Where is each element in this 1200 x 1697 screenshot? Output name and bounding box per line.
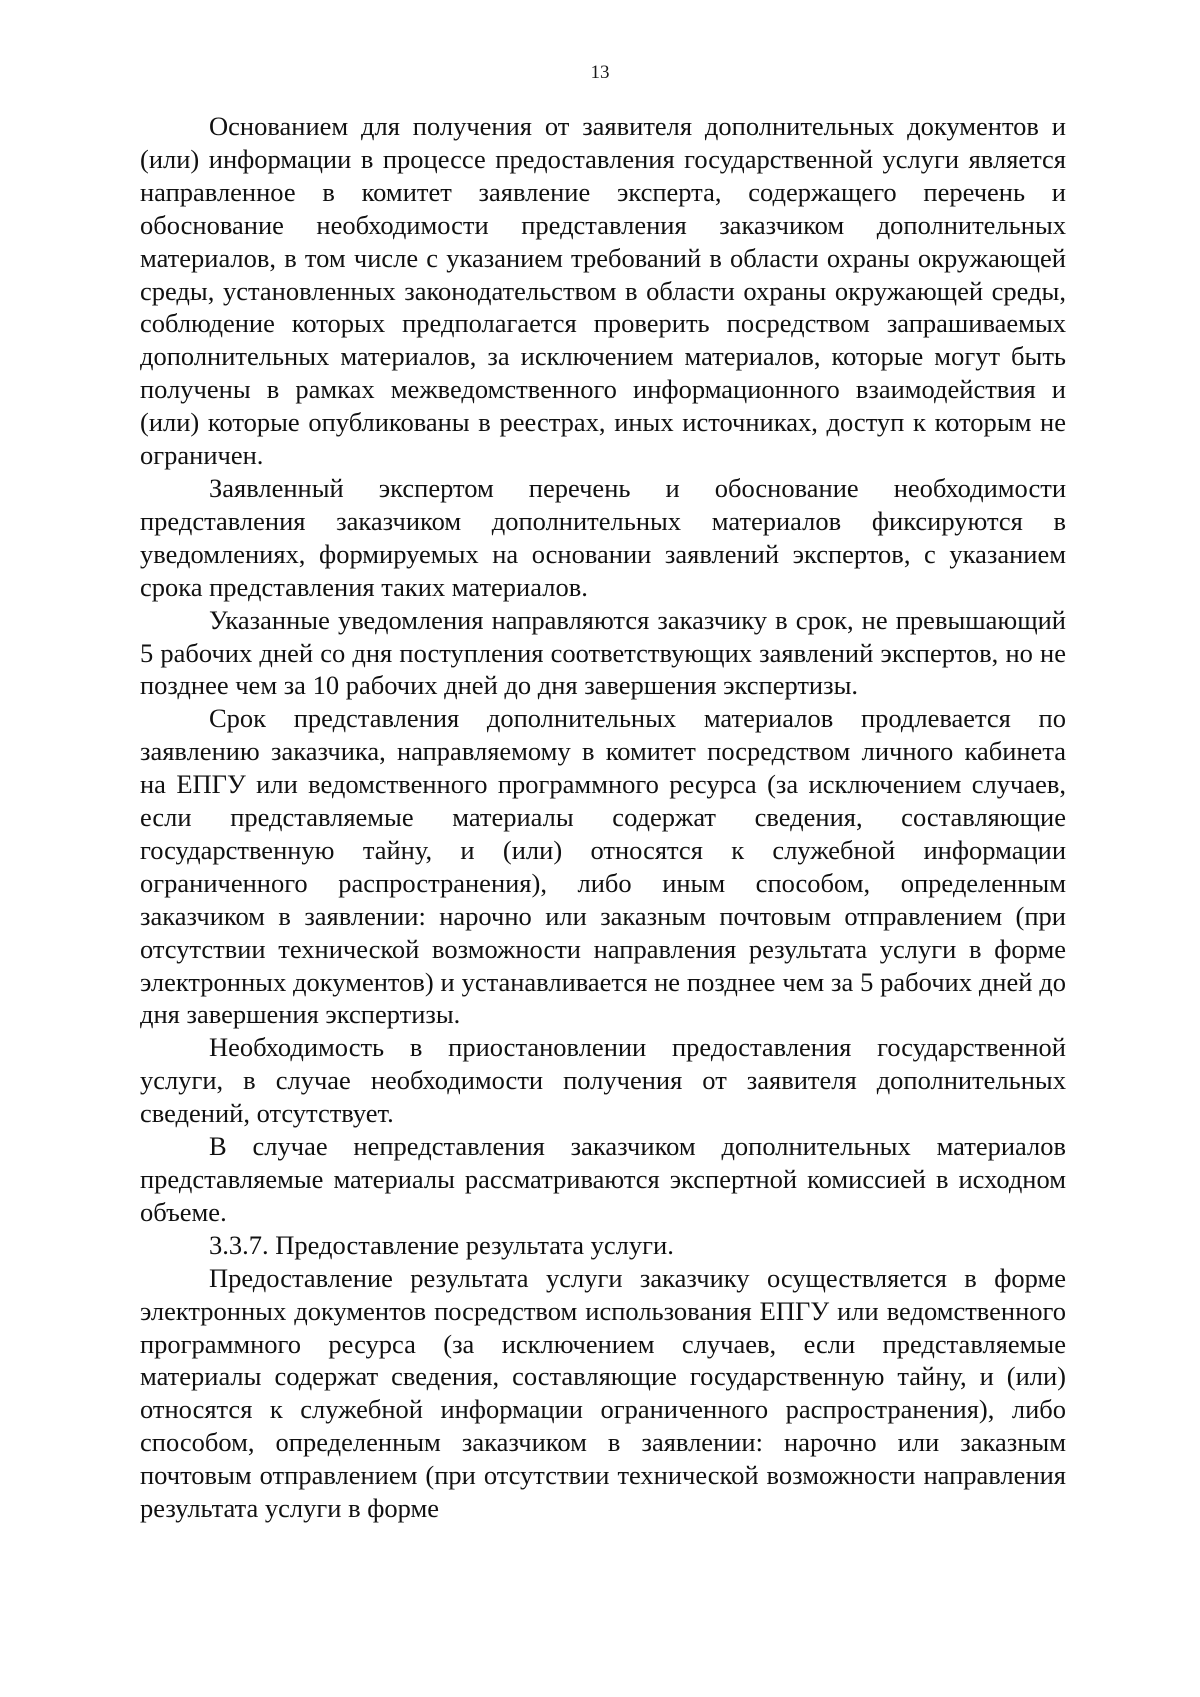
paragraph-non-submission: В случае непредставления заказчиком дополнительных материалов представляемые материалы рассматриваются экспертной комиссией в исходном объеме. [140,1131,1066,1227]
paragraph-result-delivery: Предоставление результата услуги заказчику осуществляется в форме электронных документов посредством использования ЕПГУ или ведомственного программного ресурса (за исключением случаев, если представляемые материалы содержат сведения, составляющие государственную тайну, и (или) относятся к служебной информации ограниченного распространения), либо способом, определенным заказчиком в заявлении: нарочно или заказным почтовым отправлением (при отсутствии технической возможности направления результата услуги в форме [140,1262,1066,1524]
paragraph-no-suspension: Необходимость в приостановлении предоставления государственной услуги, в случае необходимости получения от заявителя дополнительных сведений, отсутствует. [140,1032,1066,1129]
page-number: 13 [590,62,610,83]
paragraph-deadline-extension: Срок представления дополнительных материалов продлевается по заявлению заказчика, направляемому в комитет посредством личного кабинета на ЕПГУ или ведомственного программного ресурса (за исключением случаев, если представляемые материалы содержат сведения, составляющие государственную тайну, и (или) относятся к служебной информации ограниченного распространения), либо иным способом, определенным заказчиком в заявлении: нарочно или заказным почтовым отправлением (при отсутствии технической возможности направления результата услуги в форме электронных документов) и устанавливается не позднее чем за 5 рабочих дней до дня завершения экспертизы. [140,703,1066,1030]
document-body [140,110,1066,1525]
paragraph-grounds-for-request: Основанием для получения от заявителя дополнительных документов и (или) информации в процессе предоставления государственной услуги является направленное в комитет заявление эксперта, содержащего перечень и обоснование необходимости представления заказчиком дополнительных материалов, в том числе с указанием требований в области охраны окружающей среды, установленных законодательством в области охраны окружающей среды, соблюдение которых предполагается проверить посредством запрашиваемых дополнительных материалов, за исключением материалов, которые могут быть получены в рамках межведомственного информационного взаимодействия и (или) которые опубликованы в реестрах, иных источниках, доступ к которым не ограничен. [140,111,1066,471]
paragraph-declared-list: Заявленный экспертом перечень и обоснование необходимости представления заказчиком дополнительных материалов фиксируются в уведомлениях, формируемых на основании заявлений экспертов, с указанием срока представления таких материалов. [140,472,1066,602]
section-heading-3-3-7: 3.3.7. Предоставление результата услуги. [209,1229,674,1260]
paragraph-notifications-deadline: Указанные уведомления направляются заказчику в срок, не превышающий 5 рабочих дней со дня поступления соответствующих заявлений экспертов, но не позднее чем за 10 рабочих дней до дня завершения экспертизы. [140,604,1066,701]
